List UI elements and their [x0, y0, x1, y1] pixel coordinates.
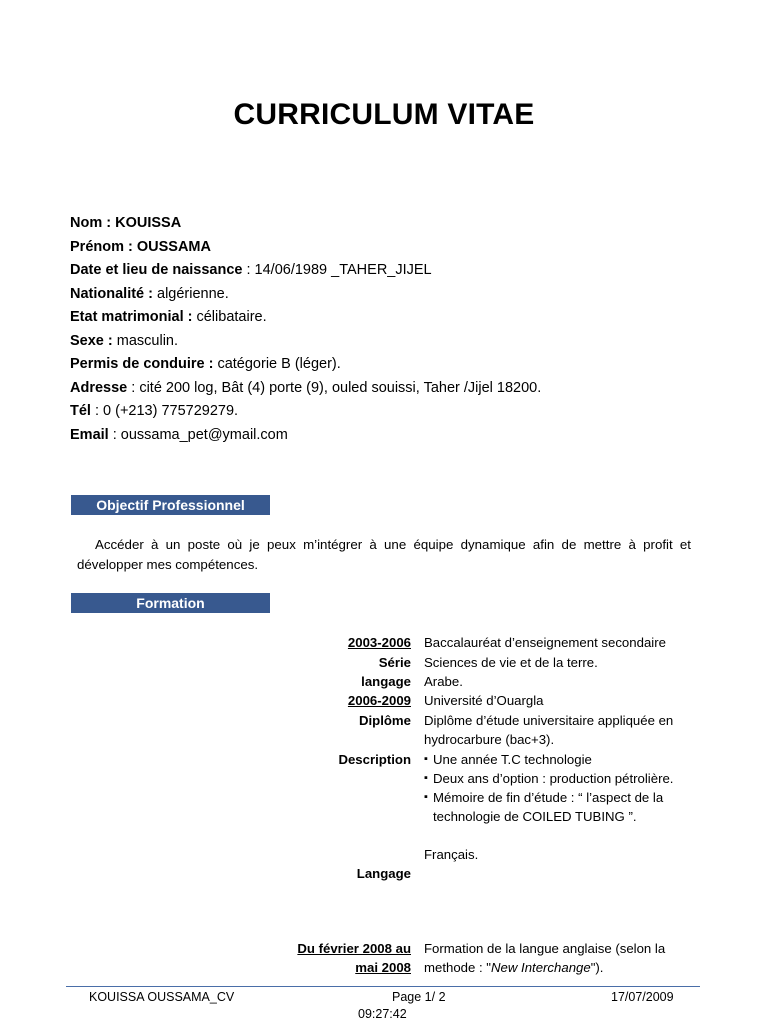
serie-value: Sciences de vie et de la terre.: [424, 655, 598, 670]
info-sex: Sexe : masculin.: [70, 332, 179, 349]
serie-label: Série: [378, 655, 411, 670]
english-training: Formation de la langue anglaise (selon la methode : "New Interchange").: [424, 941, 666, 975]
university: Université d’Ouargla: [424, 693, 544, 708]
info-birth: Date et lieu de naissance : 14/06/1989 _TAHER_JIJEL: [70, 262, 432, 278]
info-address: Adresse : cité 200 log, Bât (4) porte (9), ouled souissi, Taher /Jijel 18200.: [70, 379, 542, 396]
diplome-label: Diplôme: [358, 713, 411, 728]
period-2003-2006: 2003-2006: [347, 635, 411, 650]
info-prenom: Prénom : OUSSAMA: [70, 238, 211, 255]
period-2008-line2: mai 2008: [355, 960, 411, 975]
info-nationality: Nationalité : algérienne.: [70, 285, 229, 302]
info-email: Email : oussama_pet@ymail.com: [70, 426, 288, 443]
cv-title: CURRICULUM VITAE: [233, 98, 535, 131]
period-2006-2009: 2006-2009: [347, 693, 411, 708]
bac-title: Baccalauréat d’enseignement secondaire: [424, 635, 666, 650]
info-phone: Tél : 0 (+213) 775729279.: [70, 403, 239, 419]
langage2-label: Langage: [356, 866, 411, 881]
description-item: ▪ Deux ans d’option : production pétrolière.: [424, 769, 699, 788]
section-formation-header: Formation: [71, 593, 270, 613]
langage-value: Arabe.: [424, 674, 463, 689]
footer-page: Page 1/ 2: [392, 990, 446, 1004]
period-2008-line1: Du février 2008 au: [297, 941, 411, 956]
langage-label: langage: [361, 674, 411, 689]
section-objectif-header: Objectif Professionnel: [71, 495, 270, 515]
footer-name: KOUISSA OUSSAMA_CV: [89, 990, 235, 1004]
footer-time: 09:27:42: [358, 1007, 407, 1021]
description-item: ▪ Mémoire de fin d’étude : “ l’aspect de la technologie de COILED TUBING ”.: [424, 788, 699, 826]
description-list: [424, 750, 699, 826]
langage2-value: Français.: [424, 847, 479, 862]
objectif-text: Accéder à un poste où je peux m’intégrer à une équipe dynamique afin de mettre à profit et développer mes compétences.: [77, 537, 691, 572]
description-label: Description: [338, 752, 411, 767]
description-item: ▪ Une année T.C technologie: [424, 750, 699, 769]
info-nom: Nom : KOUISSA: [70, 215, 182, 231]
footer-divider: [66, 986, 700, 987]
info-marital: Etat matrimonial : célibataire.: [70, 309, 267, 325]
footer-date: 17/07/2009: [611, 990, 674, 1004]
diplome-value: Diplôme d’étude universitaire appliquée en hydrocarbure (bac+3).: [424, 713, 674, 747]
info-license: Permis de conduire : catégorie B (léger).: [70, 356, 341, 372]
